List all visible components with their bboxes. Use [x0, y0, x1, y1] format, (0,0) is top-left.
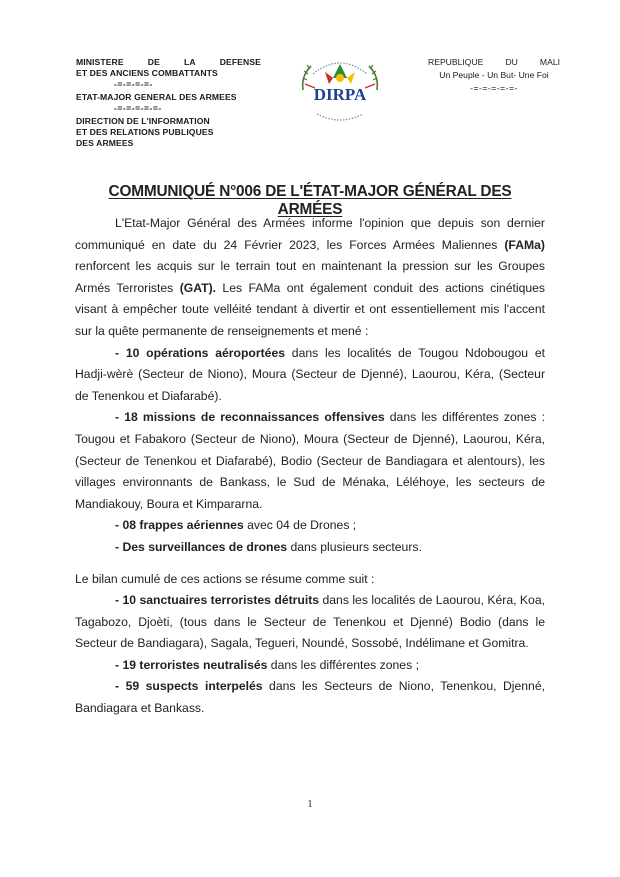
dirpa-logo — [295, 50, 385, 132]
fama-acronym: (FAMa) — [504, 237, 545, 252]
action-highlight: - 10 opérations aéroportées — [115, 345, 286, 360]
result-item — [75, 676, 545, 719]
action-highlight: - 18 missions de reconnaissances offensives — [115, 410, 385, 425]
intro-text-1: L'Etat-Major Général des Armées informe l'opinion que depuis son dernier communiqué en date du 24 Février 2023, les Forces Armées Maliennes — [75, 216, 545, 252]
ministry-line-1 — [76, 57, 261, 68]
ministry-word: DEFENSE — [219, 57, 261, 67]
logo-text: DIRPA — [313, 85, 367, 104]
direction-line-3: DES ARMEES — [76, 138, 134, 148]
action-text: dans les localités de Tougou Ndobougou et Hadji-wèrè (Secteur de Niono), Moura (Secteur de Djenné), Laourou, Kéra, (Secteur de Tenenkou et Diafarabé). — [75, 345, 545, 403]
ministry-header — [76, 57, 261, 149]
result-highlight: - 59 suspects interpelés — [115, 679, 263, 694]
dirpa-emblem-icon — [295, 50, 385, 132]
action-item — [75, 407, 545, 515]
summary-intro: Le bilan cumulé de ces actions se résume comme suit : — [75, 571, 375, 586]
ministry-word: MINISTERE — [76, 57, 124, 67]
direction-line-2: ET DES RELATIONS PUBLIQUES — [76, 127, 214, 137]
header-separator: -=-=-=-=- — [114, 79, 153, 89]
action-text: avec 04 de Drones ; — [243, 518, 357, 533]
republic-word: MALI — [539, 57, 560, 67]
action-item — [75, 343, 545, 408]
result-text: dans les Secteurs de Niono, Tenenkou, Djenné, Bandiagara et Bankass. — [75, 679, 545, 716]
gat-acronym: (GAT). — [179, 280, 217, 295]
action-text: dans les différentes zones : Tougou et Fabakoro (Secteur de Niono), Moura (Secteur de Djenné), Laourou, Kéra, (Secteur de Tenenkou et Diafarabé), Bodio (Secteur de Bandiagara et alentours), les villages environnants de Bankass, le Sud de Ménaka, Léléhoye, les secteurs de Mandiakouy, Boura et Kimpararna. — [75, 410, 545, 511]
action-item — [75, 537, 545, 559]
republic-word: REPUBLIQUE — [428, 57, 484, 67]
result-item — [75, 655, 545, 677]
republic-header — [428, 57, 560, 94]
communique-body — [75, 213, 545, 720]
communique-title: COMMUNIQUÉ N°006 DE L'ÉTAT-MAJOR GÉNÉRAL DES ARMÉES — [108, 183, 512, 218]
result-text: dans les différentes zones ; — [267, 657, 419, 672]
ministry-word: LA — [183, 57, 196, 67]
result-text: dans les localités de Laourou, Kéra, Koa, Tagabozo, Djoèti, (tous dans le Secteur de Tenenkou et Djenné) Bodio (dans le Secteur de Bandiagara), Sagala, Tegueri, Noundé, Sossobé, Indélimane et Gomitra. — [75, 593, 545, 651]
action-item — [75, 515, 545, 537]
header-separator: -=-=-=-=-=- — [114, 103, 162, 113]
direction-line-1: DIRECTION DE L'INFORMATION — [76, 116, 210, 126]
ministry-word: DE — [147, 57, 160, 67]
ministry-line-2: ET DES ANCIENS COMBATTANTS — [76, 68, 218, 78]
national-motto: Un Peuple - Un But- Une Foi — [439, 70, 549, 80]
action-text: dans plusieurs secteurs. — [287, 539, 422, 554]
intro-paragraph — [75, 213, 545, 343]
action-highlight: - Des surveillances de drones — [115, 539, 288, 554]
header-separator: -=-=-=-=-=- — [470, 83, 518, 93]
republic-word: DU — [505, 57, 518, 67]
republic-line — [428, 57, 560, 68]
etat-major-line: ETAT-MAJOR GENERAL DES ARMEES — [76, 92, 237, 102]
intro-text-3: Les FAMa ont également conduit des actions cinétiques visant à empêcher toute velléité tendant à divertir et ont essentiellement mis l'accent sur la quête permanente de renseignements et mené : — [75, 280, 545, 338]
page-number: 1 — [307, 798, 313, 810]
intro-text-2: renforcent les acquis sur le terrain tout en maintenant la pression sur les Groupes Armés Terroristes — [75, 259, 545, 295]
result-item — [75, 590, 545, 655]
result-highlight: - 10 sanctuaires terroristes détruits — [115, 593, 320, 608]
action-highlight: - 08 frappes aériennes — [115, 518, 244, 533]
result-highlight: - 19 terroristes neutralisés — [115, 657, 268, 672]
